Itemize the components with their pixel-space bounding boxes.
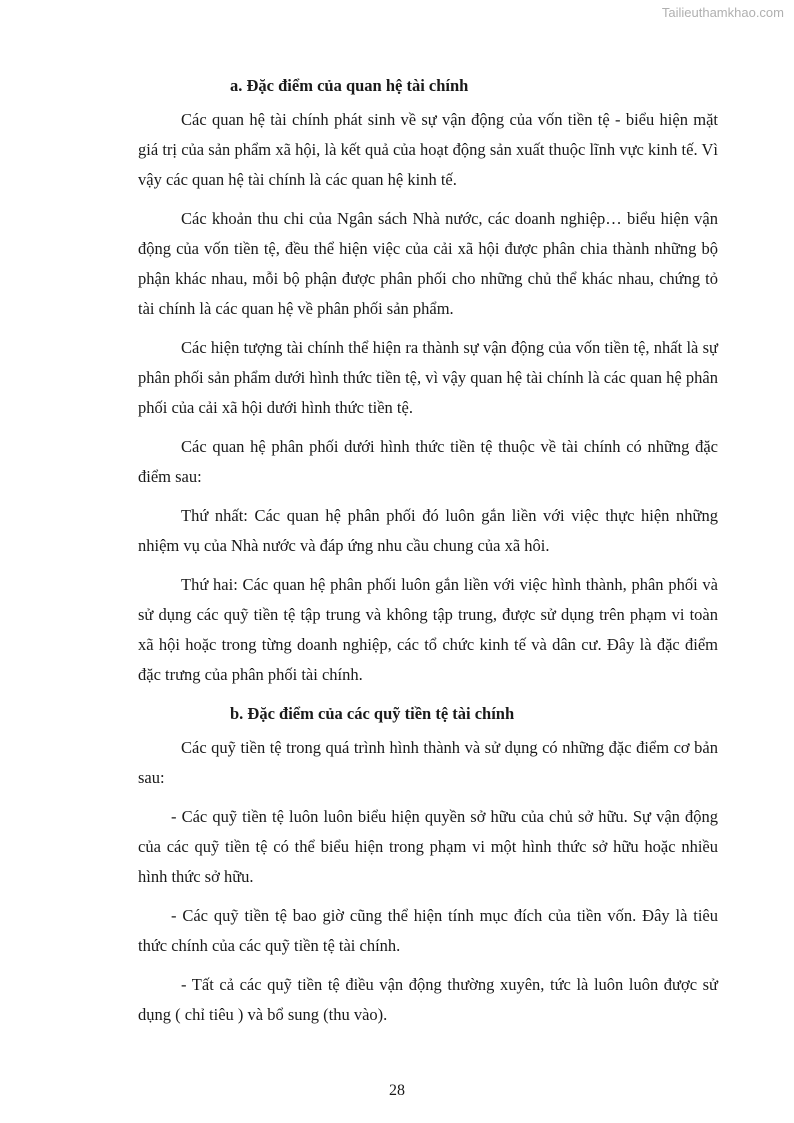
paragraph: Các quỹ tiền tệ trong quá trình hình thành và sử dụng có những đặc điểm cơ bản sau: <box>138 738 718 787</box>
paragraph: Các quan hệ tài chính phát sinh về sự vận động của vốn tiền tệ - biểu hiện mặt giá trị của sản phẩm xã hội, là kết quả của hoạt động sản xuất thuộc lĩnh vực kinh tế. Vì vậy các quan hệ tài chính là các quan hệ kinh tế. <box>138 110 718 189</box>
paragraph: Thứ nhất: Các quan hệ phân phối đó luôn gắn liền với việc thực hiện những nhiệm vụ của Nhà nước và đáp ứng nhu cầu chung của xã hôi. <box>138 506 718 555</box>
paragraph: Các hiện tượng tài chính thể hiện ra thành sự vận động của vốn tiền tệ, nhất là sự phân phối sản phẩm dưới hình thức tiền tệ, vì vậy quan hệ tài chính là các quan hệ phân phối của cải xã hội dưới hình thức tiền tệ. <box>138 338 718 417</box>
list-item: - Các quỹ tiền tệ luôn luôn biểu hiện quyền sở hữu của chủ sở hữu. Sự vận động của các quỹ tiền tệ có thể biểu hiện trong phạm vi một hình thức sở hữu hoặc nhiều hình thức sở hữu. <box>138 807 718 886</box>
section-a-heading: a. Đặc điểm của quan hệ tài chính <box>230 76 469 95</box>
paragraph: Các quan hệ phân phối dưới hình thức tiền tệ thuộc về tài chính có những đặc điểm sau: <box>138 437 718 486</box>
list-item: - Các quỹ tiền tệ bao giờ cũng thể hiện tính mục đích của tiền vốn. Đây là tiêu thức chính của các quỹ tiền tệ tài chính. <box>138 906 718 955</box>
paragraph: Thứ hai: Các quan hệ phân phối luôn gắn liền với việc hình thành, phân phối và sử dụng các quỹ tiền tệ tập trung và không tập trung, được sử dụng trên phạm vi toàn xã hội hoặc trong từng doanh nghiệp, các tổ chức kinh tế và dân cư. Đây là đặc điểm đặc trưng của phân phối tài chính. <box>138 575 718 684</box>
page-content <box>138 71 718 1039</box>
watermark: Tailieuthamkhao.com <box>661 5 784 20</box>
section-b-heading: b. Đặc điểm của các quỹ tiền tệ tài chính <box>230 704 515 723</box>
page-number: 28 <box>389 1082 405 1099</box>
list-item: - Tất cả các quỹ tiền tệ điều vận động thường xuyên, tức là luôn luôn được sử dụng ( chỉ tiêu ) và bổ sung (thu vào). <box>138 975 718 1024</box>
paragraph: Các khoản thu chi của Ngân sách Nhà nước, các doanh nghiệp… biểu hiện vận động của vốn tiền tệ, đều thể hiện việc của cải xã hội được phân chia thành những bộ phận khác nhau, mỗi bộ phận được phân phối cho những chủ thể khác nhau, chứng tỏ tài chính là các quan hệ về phân phối sản phẩm. <box>138 209 718 318</box>
